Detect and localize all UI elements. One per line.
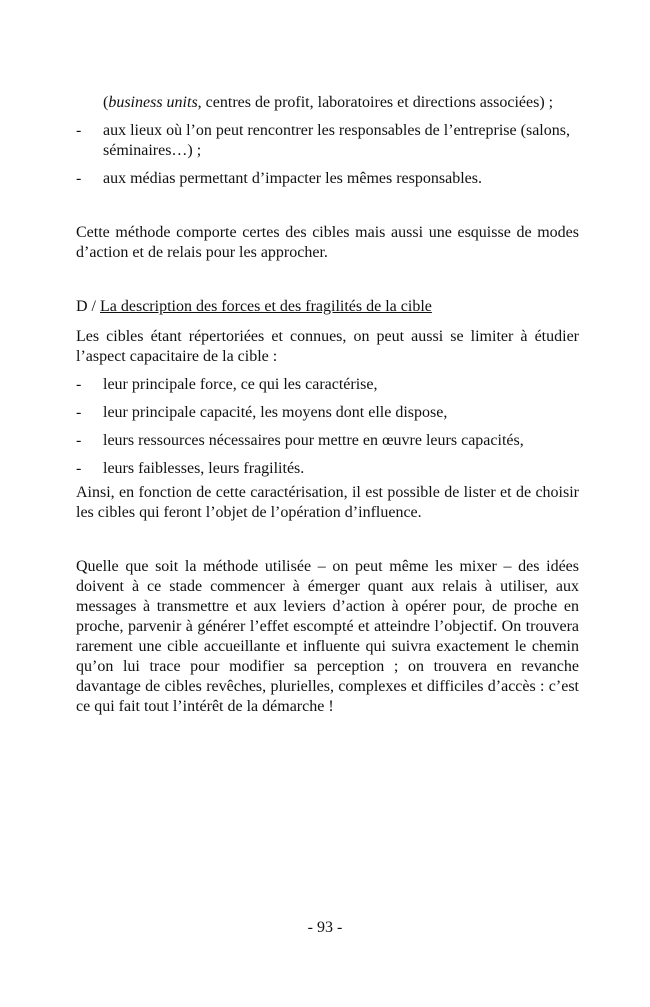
list-item	[76, 431, 579, 451]
list-continuation: (business units, centres de profit, laboratoires et directions associées) ;	[103, 94, 554, 111]
paragraph-ainsi: Ainsi, en fonction de cette caractérisation, il est possible de lister et de choisir les cibles qui feront l’objet de l’opération d’influence.	[76, 484, 579, 521]
section-prefix: D /	[76, 298, 100, 315]
bullet-dash: -	[76, 170, 82, 187]
bullet-dash: -	[76, 122, 82, 139]
bullet-dash: -	[76, 376, 82, 393]
list-item	[76, 375, 579, 395]
list-item	[76, 169, 579, 189]
page-body	[76, 93, 579, 717]
italic-term: business units	[108, 94, 198, 111]
paragraph-method: Cette méthode comporte certes des cibles mais aussi une esquisse de modes d’action et de relais pour les approcher.	[76, 224, 579, 261]
list-item-text: leurs ressources nécessaires pour mettre en œuvre leurs capacités,	[103, 432, 524, 449]
list-item	[76, 121, 579, 161]
list-item-text: aux médias permettant d’impacter les mêmes responsables.	[103, 170, 482, 187]
paragraph-capacitaire: Les cibles étant répertoriées et connues, on peut aussi se limiter à étudier l’aspect capacitaire de la cible :	[76, 328, 579, 365]
bullet-dash: -	[76, 404, 82, 421]
list-item	[76, 403, 579, 423]
page-number: - 93 -	[307, 919, 343, 936]
section-title: La description des forces et des fragilités de la cible	[100, 298, 432, 315]
list-item-text: leurs faiblesses, leurs fragilités.	[103, 460, 305, 477]
bullet-dash: -	[76, 432, 82, 449]
paragraph-quelle: Quelle que soit la méthode utilisée – on peut même les mixer – des idées doivent à ce stade commencer à émerger quant aux relais à utiliser, aux messages à transmettre et aux leviers d’action à opérer pour, de proche en proche, parvenir à générer l’effet escompté et atteindre l’objectif. On trouvera rarement une cible accueillante et influente qui suivra exactement le chemin qu’on lui trace pour modifier sa perception ; on trouvera en revanche davantage de cibles revêches, plurielles, complexes et difficiles d’accès : c’est ce qui fait tout l’intérêt de la démarche !	[76, 558, 579, 715]
list-item-text: leur principale capacité, les moyens dont elle dispose,	[103, 404, 448, 421]
list-item-text: leur principale force, ce qui les caractérise,	[103, 376, 378, 393]
section-heading	[76, 297, 579, 317]
list-item	[76, 459, 579, 479]
continuation-text: , centres de profit, laboratoires et directions associées) ;	[197, 94, 554, 111]
list-item-text: aux lieux où l’on peut rencontrer les responsables de l’entreprise (salons, séminaires…) ;	[103, 122, 570, 159]
bullet-dash: -	[76, 460, 82, 477]
